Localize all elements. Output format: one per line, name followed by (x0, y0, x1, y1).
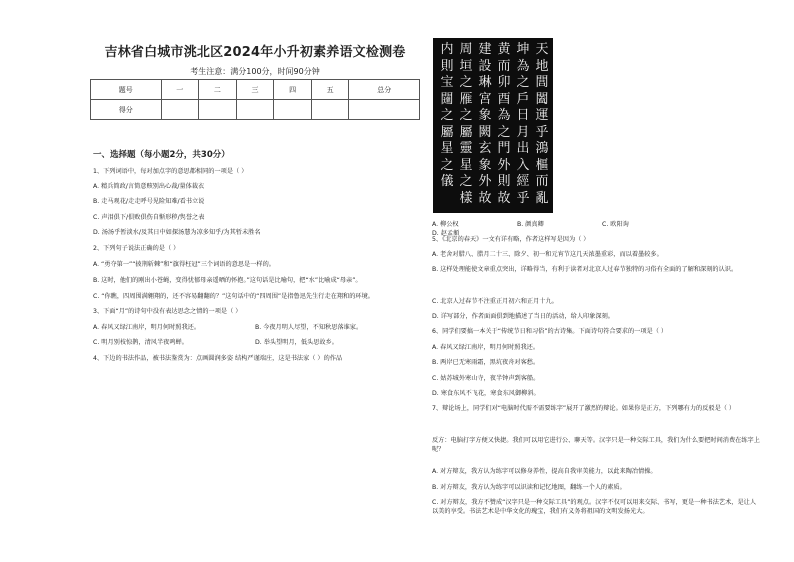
question-line: 6、同学们要搞一本关于“传统节日和习俗”的古诗集。下面诗句符合要求的一项是（ ） (432, 328, 668, 335)
question-line: D. 汤汤乎暂淡水/及其日中如探汤慧为凉多知乎/为其暂未胜名 (93, 229, 261, 236)
score-table (90, 79, 420, 120)
question-line: 7、辩论场上，同学们对“电脑时代需不需要练字”展开了激烈的辩论。如果你是正方，下列哪有力的反驳是（ ） (432, 405, 736, 412)
calligraphy-column: 建 設 琳 宮 象 闕 玄 象 外 故 (478, 42, 492, 206)
question-line: A. 春风又绿江南岸，明月何时照我还。 (432, 344, 540, 351)
question-line: 反方：电脑打字方便又快捷。我们可以用它进行公、聊天等。汉字只是一种交际工具，我们为什么要把时间消费在练字上呢？ (432, 437, 760, 453)
option[interactable]: D. 赵孟頫 (432, 230, 460, 237)
calligraphy-column: 内 則 宝 闥 之 屬 星 之 儀 (440, 42, 454, 189)
score-cell[interactable] (349, 100, 420, 120)
score-cell[interactable] (311, 100, 349, 120)
score-cell[interactable] (199, 100, 237, 120)
score-cell: 五 (311, 80, 349, 100)
calligraphy-column: 周 垣 之 雁 之 屬 靈 星 之 樣 (459, 42, 473, 206)
question-line: B. 今夜月明人尽望，不知秋思落谁家。 (255, 324, 363, 331)
question-line: D. 详写部分，作者面面俱到地描述了当日的活动，给人印象深刻。 (432, 313, 614, 320)
question-line: B. 对方辩友，我方认为练字可以识读和记忆地图，翻练一个人的素质。 (432, 484, 626, 491)
question-line: B. 走马观花/走走呼号见险知难/看书立说 (93, 198, 205, 205)
question-line: A. 对方辩友，我方认为练字可以修身养性，提高自我审美能力，以此来陶冶情操。 (432, 468, 657, 475)
question-line: D. 寒食东风不飞花，寒食东风御柳斜。 (432, 390, 540, 397)
section-heading: 一、选择题（每小题2分，共30分） (93, 150, 230, 160)
option[interactable]: C. 欧阳询 (602, 221, 629, 228)
question-line: A. 老舍对腊八、腊月二十三、除夕、初一和元宵节这几天浓墨重彩，而以着墨较多。 (432, 251, 663, 258)
question-line: A. 精兵简政/言简意赅别出心裁/量体裁衣 (93, 183, 205, 190)
question-line: C. 北京人过春节不注重正月初六和正月十九。 (432, 298, 558, 305)
calligraphy-column: 黄 而 卯 酉 為 之 門 外 則 故 (497, 42, 511, 206)
calligraphy-column: 天 地 閭 闔 運 乎 鴻 樞 而 亂 (535, 42, 549, 206)
question-line: 3、下面“月”的诗句中没有表达思念之情的一项是（ ） (93, 308, 242, 315)
question-line: B. 两岸已无寒雨霜，黑坑夜舟对客愁。 (432, 359, 540, 366)
question-line: A. “勇夺第一”“披荆斩棘”和“旗得枉冠”三个词语的意思是一样的。 (93, 261, 275, 268)
score-cell[interactable] (161, 100, 199, 120)
option[interactable]: B. 颜真卿 (517, 221, 544, 228)
score-cell: 得分 (91, 100, 162, 120)
score-cell: 总分 (349, 80, 420, 100)
score-cell[interactable] (236, 100, 274, 120)
exam-note: 考生注意：满分100分，时间90分钟 (190, 67, 320, 76)
question-line: C. 声泪俱下/俱败俱伤自惭形秽/隽誉之表 (93, 214, 205, 221)
question-line: C. “你瞧，四周围满翱翔的，还不容易翻翻的？”这句话中的“四周围”是指鲁迅先生行走在翔和的环境。 (93, 293, 374, 300)
question-line: A. 春风又绿江南岸，明月何时照我还。 (93, 324, 201, 331)
question-line: B. 这样处理能使文章重点突出，详略得当，有利于读者对北京人过春节独特的习俗有全面的了解和深刻的认识。 (432, 266, 738, 273)
question-line: B. 这时，他们的刚出小苍蝇，变得忧郁母亲遥晒的怀抱。”这句话是比喻句，把“水”比喻成“母亲”。 (93, 277, 362, 284)
score-cell: 三 (236, 80, 274, 100)
score-header-row (91, 80, 420, 100)
calligraphy-image (433, 38, 553, 213)
score-value-row (91, 100, 420, 120)
score-cell: 题号 (91, 80, 162, 100)
question-line: C. 姑苏城外寒山寺，夜半钟声到客船。 (432, 375, 540, 382)
question-line: C. 对方辩友，我方不赞成“汉字只是一种交际工具”的观点。汉字不仅可以用来交际、书写，更是一种书法艺术，是让人以美的享受。书法艺术是中华文化的瑰宝，我们有义务将祖国的文明发扬光大。 (432, 499, 757, 515)
question-line: 1、下列词语中，每对加点字的意思都相同的一项是（ ） (93, 168, 248, 175)
question-line: 5、《北京的春天》一文有详有略，作者这样写是因为（ ） (432, 236, 590, 243)
score-cell: 一 (161, 80, 199, 100)
score-cell: 四 (274, 80, 312, 100)
option[interactable]: A. 柳公权 (432, 221, 459, 228)
question-line: 4、下边的书法作品，被书法鉴赏为：点画圆润多姿 结构严谨端庄，这是书法家（ ）的作品 (93, 355, 343, 362)
calligraphy-column: 坤 為 之 戶 日 月 出 入 經 乎 (516, 42, 530, 206)
score-cell[interactable] (274, 100, 312, 120)
question-line: C. 明月别枝惊鹊，清风半夜鸣蝉。 (93, 339, 188, 346)
question-line: 2、下列句子说法正确的是（ ） (93, 245, 180, 252)
question-line: D. 举头望明月，低头思故乡。 (255, 339, 338, 346)
page-title: 吉林省白城市洮北区2024年小升初素养语文检测卷 (104, 45, 406, 60)
score-cell: 二 (199, 80, 237, 100)
